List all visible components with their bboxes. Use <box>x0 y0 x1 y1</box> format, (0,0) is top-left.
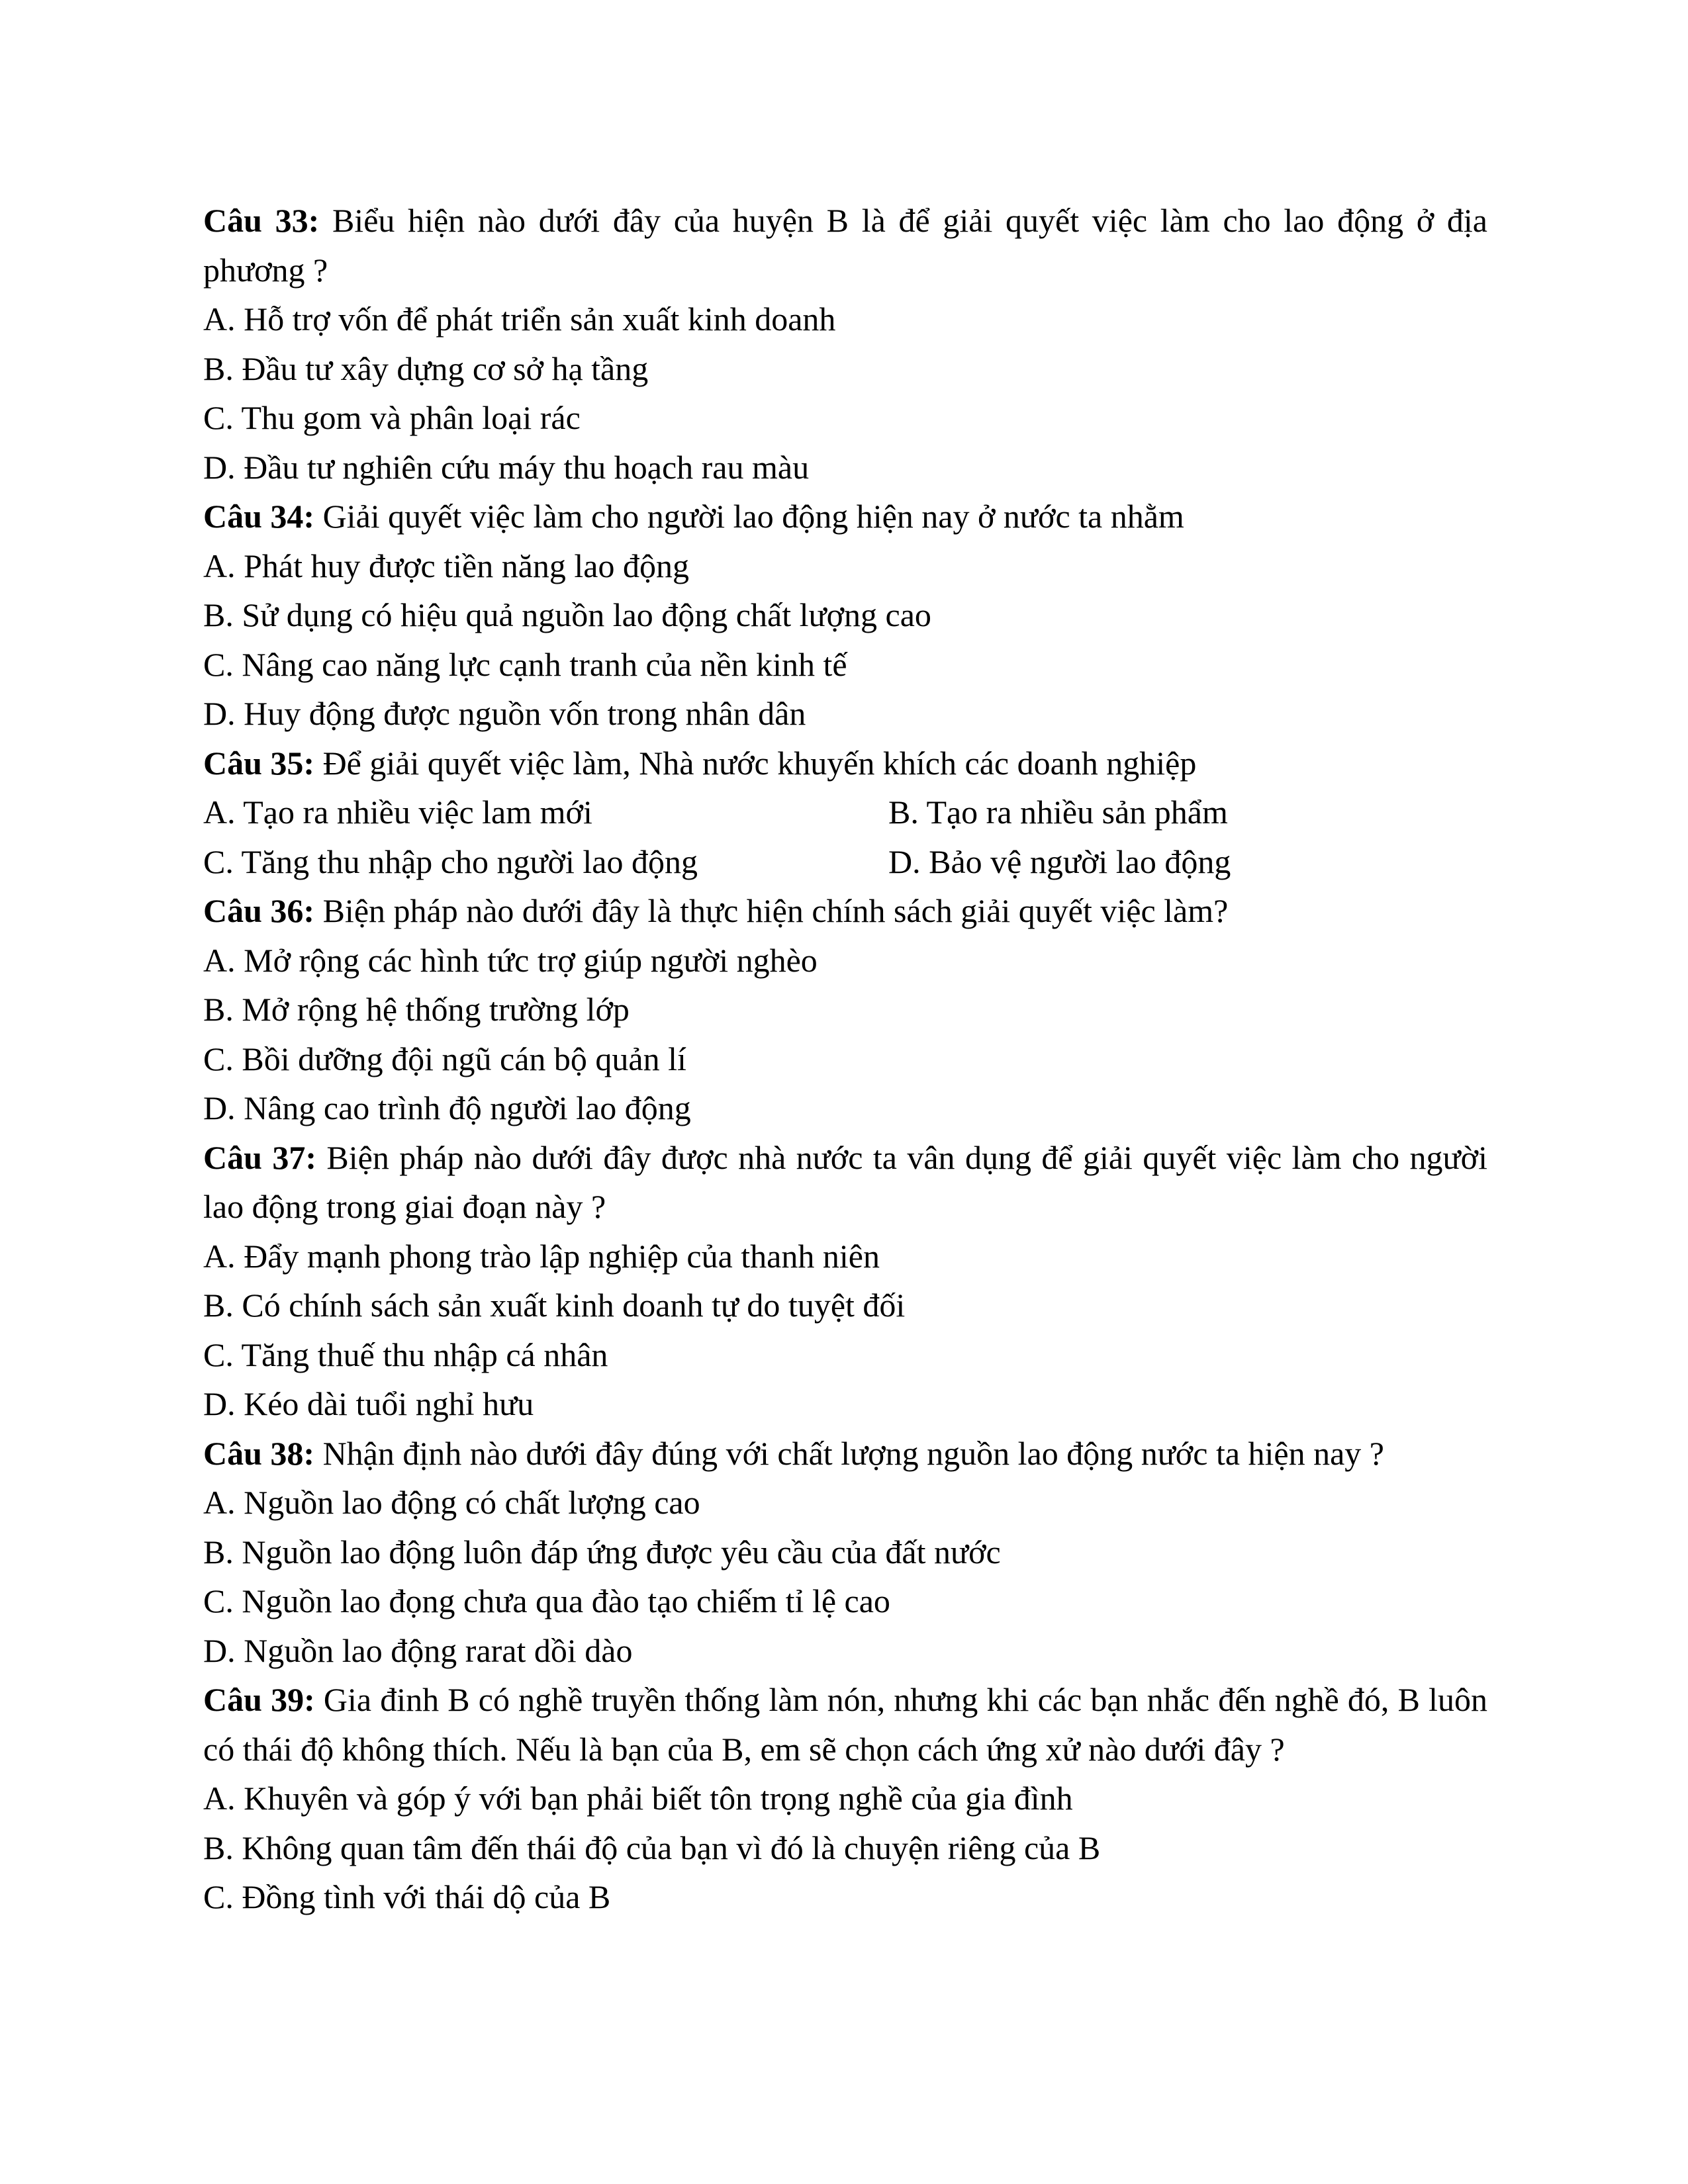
question-label: Câu 34: <box>203 498 315 535</box>
option-b: B. Nguồn lao động luôn đáp ứng được yêu cầu của đất nước <box>203 1533 1001 1570</box>
question-label: Câu 39: <box>203 1681 315 1718</box>
question-stem <box>203 1675 1487 1774</box>
question-34 <box>203 492 1487 739</box>
question-label: Câu 35: <box>203 744 315 782</box>
option-b: B. Không quan tâm đến thái độ của bạn vì đó là chuyện riêng của B <box>203 1829 1101 1866</box>
option-c: C. Tăng thu nhập cho người lao động <box>203 842 698 880</box>
question-stem <box>203 886 1487 936</box>
option-c: C. Đồng tình với thái dộ của B <box>203 1878 611 1915</box>
question-text: Biện pháp nào dưới đây được nhà nước ta vân dụng để giải quyết việc làm cho người lao động trong giai đoạn này ? <box>203 1138 1487 1225</box>
question-stem <box>203 196 1487 295</box>
option-d: D. Đầu tư nghiên cứu máy thu hoạch rau màu <box>203 448 810 486</box>
question-text: Nhận định nào dưới đây đúng với chất lượng nguồn lao động nước ta hiện nay ? <box>314 1434 1384 1472</box>
option-c: C. Thu gom và phân loại rác <box>203 399 581 436</box>
question-39 <box>203 1675 1487 1922</box>
question-stem <box>203 1133 1487 1232</box>
option-d: D. Nguồn lao động rarat dồi dào <box>203 1631 633 1669</box>
option-d: D. Nâng cao trình độ người lao động <box>203 1089 691 1126</box>
question-stem <box>203 1429 1487 1479</box>
question-list <box>203 196 1487 1922</box>
question-label: Câu 38: <box>203 1434 315 1472</box>
option-c: C. Nguồn lao đọng chưa qua đào tạo chiếm tỉ lệ cao <box>203 1582 890 1619</box>
option-a: A. Mở rộng các hình tức trợ giúp người nghèo <box>203 941 818 979</box>
option-b: B. Sử dụng có hiệu quả nguồn lao động chất lượng cao <box>203 596 931 633</box>
question-text: Biểu hiện nào dưới đây của huyện B là để giải quyết việc làm cho lao động ở địa phương ? <box>203 202 1487 289</box>
option-a: A. Đẩy mạnh phong trào lập nghiệp của thanh niên <box>203 1237 880 1275</box>
question-text: Để giải quyết việc làm, Nhà nước khuyến khích các doanh nghiệp <box>314 744 1197 782</box>
option-row <box>203 837 1487 887</box>
option-a: A. Phát huy được tiền năng lao động <box>203 547 689 584</box>
option-a: A. Tạo ra nhiều việc lam mới <box>203 794 592 831</box>
option-d: D. Bảo vệ người lao động <box>888 842 1231 880</box>
question-stem <box>203 492 1487 541</box>
question-label: Câu 37: <box>203 1138 316 1176</box>
option-row <box>203 788 1487 837</box>
option-b: B. Tạo ra nhiều sản phẩm <box>888 794 1228 831</box>
option-a: A. Hỗ trợ vốn để phát triển sản xuất kinh doanh <box>203 300 836 338</box>
question-text: Giải quyết việc làm cho người lao động hiện nay ở nước ta nhằm <box>314 498 1184 535</box>
question-38 <box>203 1429 1487 1676</box>
option-c: C. Nâng cao năng lực cạnh tranh của nền kinh tế <box>203 645 847 683</box>
question-36 <box>203 886 1487 1133</box>
option-a: A. Khuyên và góp ý với bạn phải biết tôn trọng nghề của gia đình <box>203 1780 1073 1817</box>
question-text: Gia đinh B có nghề truyền thống làm nón, nhưng khi các bạn nhắc đến nghề đó, B luôn có thái độ không thích. Nếu là bạn của B, em sẽ chọn cách ứng xử nào dưới đây ? <box>203 1681 1487 1768</box>
question-37 <box>203 1133 1487 1429</box>
question-35 <box>203 739 1487 887</box>
question-label: Câu 36: <box>203 892 315 929</box>
option-b: B. Đầu tư xây dựng cơ sở hạ tầng <box>203 349 649 387</box>
option-a: A. Nguồn lao động có chất lượng cao <box>203 1484 700 1521</box>
option-d: D. Kéo dài tuổi nghỉ hưu <box>203 1385 534 1422</box>
option-c: C. Bồi dưỡng đội ngũ cán bộ quản lí <box>203 1040 686 1077</box>
question-text: Biện pháp nào dưới đây là thực hiện chính sách giải quyết việc làm? <box>314 892 1229 929</box>
question-label: Câu 33: <box>203 202 320 239</box>
option-d: D. Huy động được nguồn vốn trong nhân dân <box>203 695 806 732</box>
option-b: B. Có chính sách sản xuất kinh doanh tự do tuyệt đối <box>203 1287 906 1324</box>
question-stem <box>203 739 1487 788</box>
option-b: B. Mở rộng hệ thống trường lớp <box>203 991 630 1028</box>
option-c: C. Tăng thuế thu nhập cá nhân <box>203 1336 608 1373</box>
question-33 <box>203 196 1487 492</box>
